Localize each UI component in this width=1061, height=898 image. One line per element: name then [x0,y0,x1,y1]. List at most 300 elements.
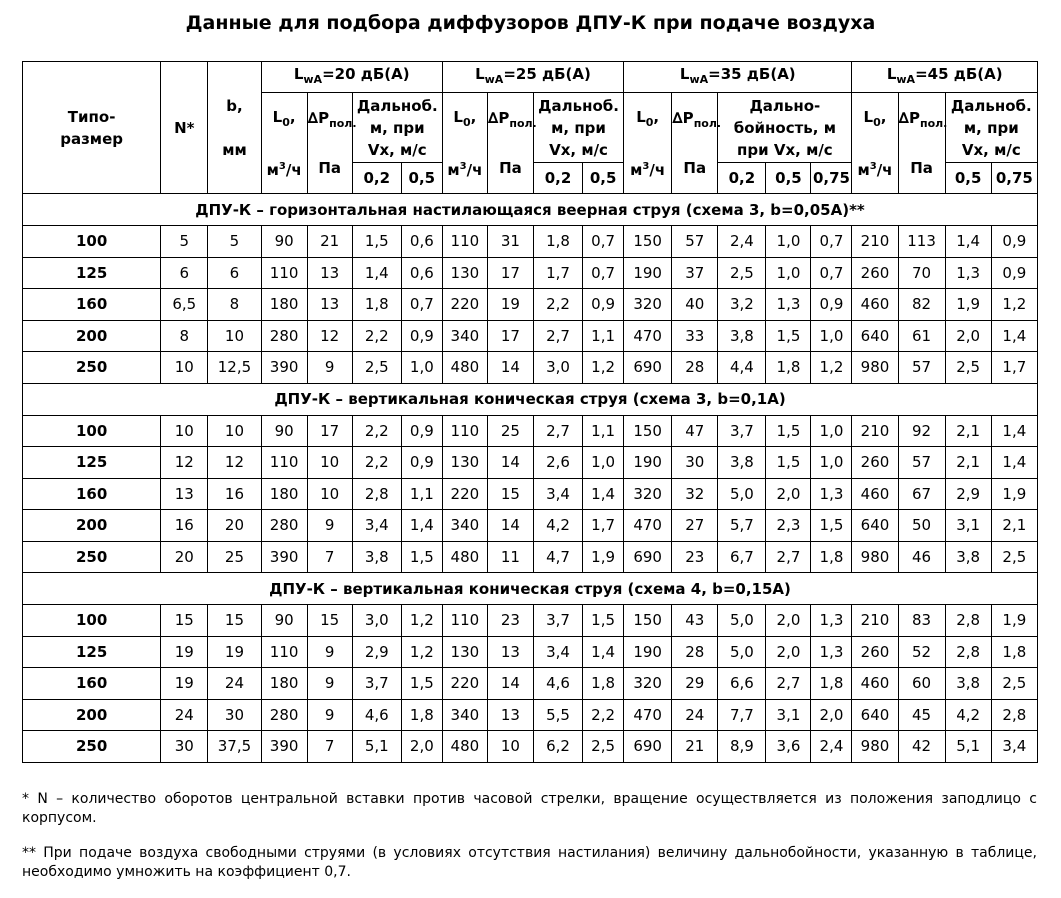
table-cell: 0,9 [583,289,624,321]
table-cell: 1,5 [766,447,811,479]
table-cell: 0,7 [811,257,852,289]
table-cell: 4,6 [352,699,401,731]
table-cell: 640 [852,320,898,352]
header-l0: $L_0$, $м^3/ч$ [624,93,672,194]
table-cell: 10 [307,478,352,510]
table-row [23,541,1038,573]
header-group-45db: $L_{wA}=45$ дБ(А) [852,62,1038,93]
table-cell: 1,8 [811,541,852,573]
table-cell: 82 [898,289,945,321]
section-header-row [23,194,1038,226]
table-cell: 30 [672,447,718,479]
table-cell: 460 [852,668,898,700]
table-cell: 110 [442,226,487,258]
table-cell: 1,7 [533,257,582,289]
table-cell: 45 [898,699,945,731]
header-range: Дально- бойность, м при Vx, м/с [718,93,852,163]
table-cell: 8,9 [718,731,766,763]
table-cell: 70 [898,257,945,289]
table-cell: 1,5 [811,510,852,542]
table-cell: 12 [161,447,208,479]
table-cell: 180 [261,668,307,700]
table-cell: 25 [487,415,533,447]
typesize-cell: 125 [23,257,161,289]
table-cell: 180 [261,289,307,321]
table-cell: 2,0 [766,636,811,668]
table-cell: 30 [208,699,261,731]
table-cell: 20 [208,510,261,542]
table-cell: 1,3 [811,478,852,510]
table-cell: 2,2 [533,289,582,321]
section-title: ДПУ-К – горизонтальная настилающаяся веерная струя (схема 3, b=0,05А)** [23,194,1038,226]
table-cell: 1,3 [945,257,991,289]
table-cell: 2,1 [945,447,991,479]
table-cell: 2,1 [991,510,1037,542]
table-cell: 9 [307,636,352,668]
table-row [23,320,1038,352]
table-cell: 13 [487,636,533,668]
table-cell: 1,9 [945,289,991,321]
table-cell: 2,8 [352,478,401,510]
table-cell: 5,5 [533,699,582,731]
table-cell: 0,9 [401,415,442,447]
typesize-cell: 100 [23,226,161,258]
table-cell: 1,8 [766,352,811,384]
table-cell: 5 [208,226,261,258]
typesize-cell: 200 [23,699,161,731]
table-cell: 340 [442,510,487,542]
table-cell: 5,1 [352,731,401,763]
table-cell: 9 [307,668,352,700]
header-l0: $L_0$, $м^3/ч$ [852,93,898,194]
table-row [23,636,1038,668]
table-cell: 2,9 [352,636,401,668]
table-cell: 1,8 [583,668,624,700]
table-cell: 0,6 [401,226,442,258]
table-cell: 3,7 [352,668,401,700]
table-cell: 2,7 [766,541,811,573]
table-cell: 3,8 [945,668,991,700]
table-cell: 1,4 [945,226,991,258]
header-velocity: 0,2 [352,163,401,194]
table-cell: 130 [442,257,487,289]
table-cell: 1,8 [533,226,582,258]
table-row [23,226,1038,258]
table-cell: 1,4 [583,478,624,510]
table-cell: 470 [624,699,672,731]
table-cell: 7,7 [718,699,766,731]
table-cell: 8 [208,289,261,321]
header-dp: $\Delta P_{пол.}$ Па [307,93,352,194]
table-cell: 2,9 [945,478,991,510]
table-cell: 1,1 [583,415,624,447]
table-cell: 980 [852,352,898,384]
table-cell: 1,5 [352,226,401,258]
table-row [23,257,1038,289]
table-cell: 2,7 [766,668,811,700]
table-cell: 2,7 [533,320,582,352]
table-cell: 220 [442,289,487,321]
table-cell: 16 [208,478,261,510]
table-cell: 2,2 [352,320,401,352]
table-cell: 15 [208,605,261,637]
table-cell: 110 [261,636,307,668]
header-velocity: 0,5 [583,163,624,194]
table-cell: 23 [672,541,718,573]
footnote-n: * N – количество оборотов центральной вставки против часовой стрелки, вращение осуществляется из положения заподлицо с корпусом. [22,791,1037,826]
table-cell: 110 [442,415,487,447]
table-cell: 150 [624,605,672,637]
table-row [23,699,1038,731]
footnotes [22,790,1037,898]
table-cell: 480 [442,541,487,573]
table-cell: 0,9 [401,447,442,479]
table-cell: 190 [624,636,672,668]
table-cell: 1,0 [401,352,442,384]
table-cell: 1,5 [401,541,442,573]
table-cell: 480 [442,731,487,763]
table-cell: 23 [487,605,533,637]
table-cell: 190 [624,447,672,479]
table-cell: 1,0 [811,320,852,352]
table-row [23,447,1038,479]
table-cell: 5 [161,226,208,258]
table-cell: 1,3 [811,605,852,637]
table-cell: 8 [161,320,208,352]
table-cell: 5,0 [718,478,766,510]
header-l0: $L_0$, $м^3/ч$ [261,93,307,194]
table-cell: 3,8 [718,320,766,352]
table-cell: 1,2 [583,352,624,384]
table-cell: 2,0 [401,731,442,763]
table-cell: 83 [898,605,945,637]
table-cell: 130 [442,636,487,668]
table-cell: 210 [852,605,898,637]
table-cell: 46 [898,541,945,573]
table-cell: 16 [161,510,208,542]
table-cell: 1,0 [766,257,811,289]
table-cell: 61 [898,320,945,352]
table-cell: 2,8 [991,699,1037,731]
table-cell: 40 [672,289,718,321]
header-velocity: 0,5 [401,163,442,194]
header-range: Дальноб. м, при Vx, м/с [352,93,442,163]
table-cell: 1,2 [811,352,852,384]
table-cell: 1,7 [991,352,1037,384]
table-cell: 460 [852,289,898,321]
table-cell: 3,6 [766,731,811,763]
table-cell: 3,4 [533,478,582,510]
table-cell: 390 [261,541,307,573]
table-cell: 2,8 [945,636,991,668]
diffuser-selection-table [22,61,1038,763]
table-cell: 92 [898,415,945,447]
table-cell: 19 [161,636,208,668]
table-body [23,194,1038,763]
table-cell: 210 [852,226,898,258]
table-cell: 28 [672,352,718,384]
table-cell: 0,6 [401,257,442,289]
table-cell: 4,6 [533,668,582,700]
table-cell: 110 [442,605,487,637]
table-cell: 20 [161,541,208,573]
table-cell: 10 [161,415,208,447]
table-cell: 180 [261,478,307,510]
table-cell: 24 [161,699,208,731]
table-cell: 32 [672,478,718,510]
table-cell: 7 [307,541,352,573]
table-cell: 320 [624,668,672,700]
table-cell: 14 [487,447,533,479]
table-cell: 5,0 [718,636,766,668]
table-cell: 0,7 [811,226,852,258]
table-cell: 390 [261,731,307,763]
table-cell: 3,4 [991,731,1037,763]
table-cell: 110 [261,257,307,289]
table-cell: 6,7 [718,541,766,573]
table-cell: 57 [898,447,945,479]
table-cell: 17 [487,320,533,352]
table-cell: 13 [307,289,352,321]
table-cell: 260 [852,636,898,668]
table-cell: 1,8 [991,636,1037,668]
table-cell: 150 [624,415,672,447]
table-cell: 2,5 [991,541,1037,573]
table-cell: 2,0 [811,699,852,731]
table-cell: 28 [672,636,718,668]
section-title: ДПУ-К – вертикальная коническая струя (схема 4, b=0,15А) [23,573,1038,605]
table-cell: 1,2 [401,636,442,668]
table-cell: 1,8 [352,289,401,321]
table-cell: 2,7 [533,415,582,447]
table-cell: 21 [307,226,352,258]
table-cell: 5,0 [718,605,766,637]
table-cell: 47 [672,415,718,447]
header-range: Дальноб. м, при Vx, м/с [533,93,623,163]
header-typesize: Типо- размер [23,62,161,194]
table-cell: 52 [898,636,945,668]
table-cell: 1,4 [401,510,442,542]
header-velocity: 0,5 [766,163,811,194]
table-cell: 1,4 [991,415,1037,447]
table-cell: 2,5 [352,352,401,384]
table-cell: 9 [307,352,352,384]
table-row [23,731,1038,763]
table-cell: 2,5 [945,352,991,384]
table-cell: 25 [208,541,261,573]
table-cell: 0,9 [811,289,852,321]
table-cell: 1,5 [766,415,811,447]
table-cell: 1,0 [766,226,811,258]
table-cell: 11 [487,541,533,573]
table-cell: 190 [624,257,672,289]
table-cell: 130 [442,447,487,479]
table-cell: 31 [487,226,533,258]
table-cell: 4,4 [718,352,766,384]
table-cell: 690 [624,731,672,763]
table-cell: 340 [442,320,487,352]
table-cell: 4,2 [533,510,582,542]
table-cell: 2,4 [811,731,852,763]
table-cell: 0,9 [991,226,1037,258]
table-cell: 1,4 [991,320,1037,352]
header-velocity: 0,2 [718,163,766,194]
table-cell: 3,4 [533,636,582,668]
table-cell: 260 [852,447,898,479]
table-cell: 4,7 [533,541,582,573]
table-cell: 33 [672,320,718,352]
table-cell: 50 [898,510,945,542]
table-cell: 2,5 [718,257,766,289]
table-cell: 3,1 [766,699,811,731]
table-cell: 2,1 [945,415,991,447]
table-row [23,605,1038,637]
table-cell: 690 [624,541,672,573]
table-cell: 2,4 [718,226,766,258]
table-cell: 30 [161,731,208,763]
table-cell: 42 [898,731,945,763]
table-cell: 0,9 [401,320,442,352]
table-cell: 2,6 [533,447,582,479]
table-cell: 110 [261,447,307,479]
table-header [23,62,1038,194]
table-cell: 15 [161,605,208,637]
table-cell: 480 [442,352,487,384]
table-cell: 13 [161,478,208,510]
header-b: b, мм [208,62,261,194]
typesize-cell: 125 [23,636,161,668]
typesize-cell: 100 [23,605,161,637]
typesize-cell: 160 [23,289,161,321]
table-cell: 0,7 [583,257,624,289]
table-cell: 3,2 [718,289,766,321]
table-cell: 1,4 [583,636,624,668]
table-cell: 3,7 [718,415,766,447]
table-cell: 3,8 [352,541,401,573]
table-cell: 2,5 [583,731,624,763]
table-cell: 3,1 [945,510,991,542]
header-velocity: 0,2 [533,163,582,194]
table-cell: 14 [487,510,533,542]
table-cell: 210 [852,415,898,447]
table-cell: 220 [442,668,487,700]
table-cell: 3,0 [352,605,401,637]
table-cell: 9 [307,510,352,542]
table-cell: 280 [261,320,307,352]
table-row [23,352,1038,384]
table-cell: 67 [898,478,945,510]
table-cell: 470 [624,320,672,352]
table-cell: 6 [161,257,208,289]
header-dp: $\Delta P_{пол.}$ Па [672,93,718,194]
table-cell: 15 [307,605,352,637]
table-cell: 57 [672,226,718,258]
table-cell: 4,2 [945,699,991,731]
table-cell: 1,1 [401,478,442,510]
table-cell: 5,1 [945,731,991,763]
table-cell: 470 [624,510,672,542]
table-cell: 6,6 [718,668,766,700]
typesize-cell: 200 [23,320,161,352]
header-group-35db: $L_{wA}=35$ дБ(А) [624,62,852,93]
table-cell: 21 [672,731,718,763]
header-range: Дальноб. м, при Vx, м/с [945,93,1037,163]
table-cell: 980 [852,541,898,573]
table-cell: 2,3 [766,510,811,542]
typesize-cell: 250 [23,541,161,573]
table-cell: 12,5 [208,352,261,384]
table-cell: 2,2 [352,447,401,479]
table-cell: 14 [487,668,533,700]
table-cell: 10 [208,320,261,352]
table-cell: 5,7 [718,510,766,542]
header-dp: $\Delta P_{пол.}$ Па [487,93,533,194]
table-cell: 10 [307,447,352,479]
table-cell: 320 [624,289,672,321]
typesize-cell: 250 [23,731,161,763]
typesize-cell: 100 [23,415,161,447]
table-cell: 2,2 [583,699,624,731]
table-cell: 1,4 [991,447,1037,479]
typesize-cell: 160 [23,478,161,510]
table-cell: 340 [442,699,487,731]
table-cell: 460 [852,478,898,510]
table-cell: 640 [852,510,898,542]
table-row [23,289,1038,321]
table-cell: 980 [852,731,898,763]
table-cell: 113 [898,226,945,258]
table-cell: 1,9 [991,605,1037,637]
header-velocity: 0,75 [811,163,852,194]
table-cell: 13 [307,257,352,289]
table-cell: 37,5 [208,731,261,763]
table-row [23,510,1038,542]
table-cell: 280 [261,510,307,542]
table-cell: 1,5 [583,605,624,637]
table-cell: 90 [261,226,307,258]
table-cell: 1,0 [811,415,852,447]
table-cell: 390 [261,352,307,384]
table-cell: 1,4 [352,257,401,289]
header-n: N* [161,62,208,194]
table-cell: 1,9 [991,478,1037,510]
table-cell: 37 [672,257,718,289]
table-cell: 29 [672,668,718,700]
table-cell: 2,0 [766,605,811,637]
table-cell: 1,5 [401,668,442,700]
table-cell: 19 [161,668,208,700]
table-cell: 90 [261,605,307,637]
table-cell: 6,5 [161,289,208,321]
section-header-row [23,383,1038,415]
table-cell: 15 [487,478,533,510]
table-cell: 10 [487,731,533,763]
table-cell: 320 [624,478,672,510]
table-cell: 6 [208,257,261,289]
table-cell: 1,7 [583,510,624,542]
table-cell: 1,5 [766,320,811,352]
table-cell: 690 [624,352,672,384]
table-cell: 2,0 [766,478,811,510]
table-cell: 13 [487,699,533,731]
table-cell: 640 [852,699,898,731]
table-cell: 0,7 [401,289,442,321]
table-cell: 90 [261,415,307,447]
table-cell: 1,0 [583,447,624,479]
table-cell: 1,0 [811,447,852,479]
footnote-free-jet: ** При подаче воздуха свободными струями (в условиях отсутствия настилания) величину дальнобойности, указанную в таблице, необходимо умножить на коэффициент 0,7. [22,845,1037,880]
table-cell: 12 [307,320,352,352]
